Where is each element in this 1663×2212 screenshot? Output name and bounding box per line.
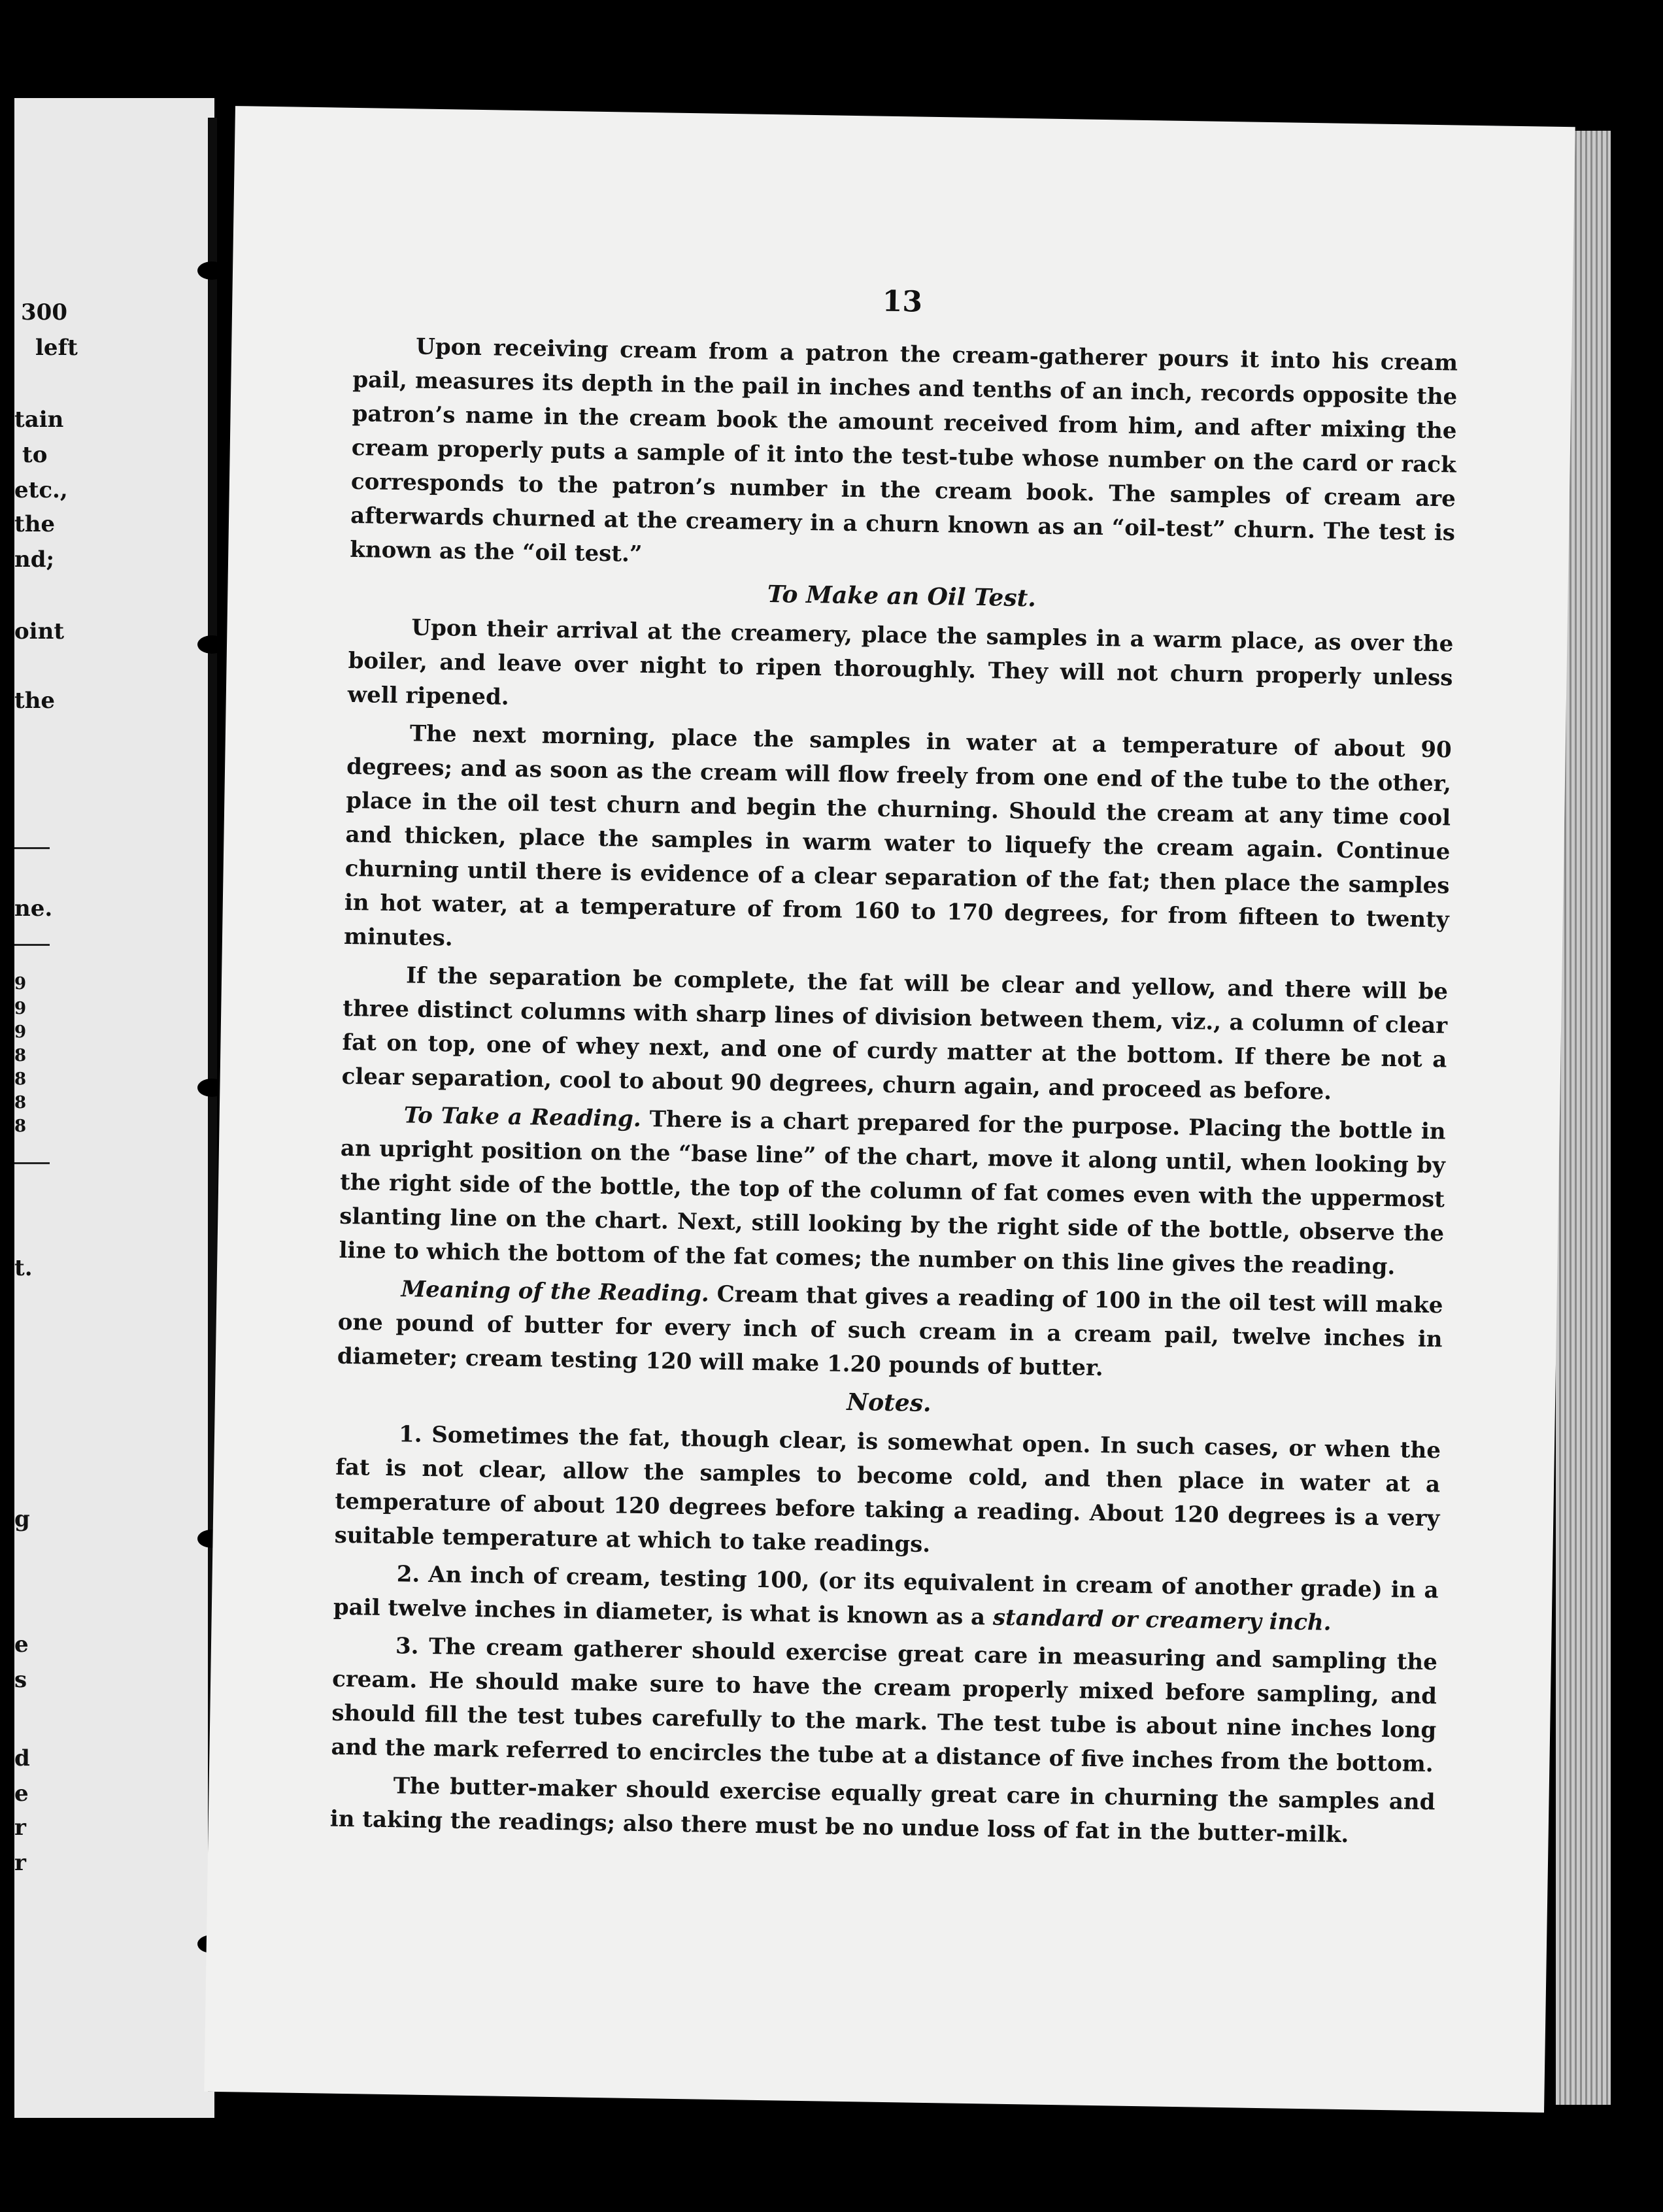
left-fragment: to [22,442,48,468]
paragraph-meaning-reading [337,1271,1443,1391]
paragraph-arrival: Upon their arrival at the creamery, place the samples in a warm place, as over the boiler, and leave over night to ripen thoroughly. They will not churn properly unless well ripened. [347,614,1454,711]
runin-take-reading: To Take a Reading. [403,1102,642,1133]
left-fragment: 9 [14,1022,27,1042]
left-fragment: the [14,511,56,537]
paragraph-separation: If the separation be complete, the fat will be clear and yellow, and there will be three distinct columns with sharp lines of division between them, viz., a column of clear fat on top, one of whey next, and one of curdy matter at the bottom. If there be not a clear separation, cool to about 90 degrees, churn again, and proceed as before. [341,962,1449,1105]
left-fragment: 8 [14,1116,27,1136]
left-fragment: t. [14,1255,33,1281]
left-fragment: 8 [14,1069,27,1089]
left-fragment: s [14,1667,27,1693]
left-fragment: nd; [14,546,55,573]
previous-page-edge [14,98,214,2118]
left-fragment: r [14,1850,26,1876]
left-fragment: g [14,1506,30,1532]
meaning-reading-text: Cream that gives a reading of 100 in the oil test will make one pound of butter for every inch of such cream in a cream pail, twelve inches in diameter; cream testing 120 will make 1.20 pounds of butter. [337,1281,1443,1382]
left-fragment: 8 [14,1093,27,1113]
left-fragment: etc., [14,477,68,503]
left-fragment: ne. [14,896,53,922]
note-3: 3. The cream gatherer should exercise great care in measuring and sampling the cream. He should make sure to have the cream properly mixed before sampling, and should fill the test tubes carefully to the mark. The test tube is about nine inches long and the mark referred to encircles the tube at a distance of five inches from the bottom. [331,1633,1438,1778]
binding-stitch [197,261,226,280]
page-text [329,329,1458,1857]
paragraph-churning: The next morning, place the samples in water at a temperature of about 90 degrees; and as soon as the cream will flow freely from one end of the tube to the other, place in the oil test churn and begin the churning. Should the cream at any time cool and thicken, place the samples in warm water to liquefy the cream again. Continue churning until there is evidence of a clear separation of the fat; then place the samples in hot water, at a temperature of from 160 to 170 degrees, for from fifteen to twenty minutes. [343,720,1453,952]
left-fragment: e [14,1632,29,1658]
left-fragment: 9 [14,999,27,1018]
take-reading-text: There is a chart prepared for the purpose. Placing the bottle in an upright position on the “base line” of the chart, move it along until, when looking by the right side of the bottle, the top of the column of fat comes even with the uppermost slanting line on the chart. Next, still looking by the right side of the bottle, observe the line to which the bottom of the fat comes; the number on this line gives the reading. [339,1106,1446,1281]
paragraph-cream-gathering: Upon receiving cream from a patron the cream-gatherer pours it into his cream pail, measures its depth in the pail in inches and tenths of an inch, records opposite the patron’s name in the cream book the amount received from him, and after mixing the cream properly puts a sample of it into the test-tube whose number on the card or rack corresponds to the patron’s number in the cream book. The samples of cream are afterwards churned at the creamery in a churn known as an “oil-test” churn. The test is known as the “oil test.” [350,333,1458,567]
book-page [204,106,1575,2113]
note-1: 1. Sometimes the fat, though clear, is somewhat open. In such cases, or when the fat is not clear, allow the samples to become cold, and then place in water at a temperature of about 120 degrees before taking a reading. About 120 degrees is a very suitable temperature at which to take readings. [334,1421,1441,1558]
left-fragment: r [14,1815,26,1841]
paragraph-butter-maker: The butter-maker should exercise equally great care in churning the samples and in taking the readings; also there must be no undue loss of fat in the butter-milk. [329,1773,1436,1849]
left-fragment: tain [14,407,64,433]
paragraph-take-reading [339,1098,1446,1285]
note-2-text: 2. An inch of cream, testing 100, (or its equivalent in cream of another grade) in a pail twelve inches in diameter, is what is known as a [333,1561,1439,1631]
left-fragment: left [35,335,78,361]
page-number: 13 [882,284,923,319]
note-2-term: standard or creamery inch. [992,1604,1332,1636]
left-fragment: oint [14,618,65,645]
left-divider [14,944,50,946]
left-divider [14,847,50,849]
left-fragment: 9 [14,974,27,994]
binding-stitch [197,635,226,654]
heading-oil-test: To Make an Oil Test. [767,580,1037,612]
left-fragment: 8 [14,1046,27,1065]
left-fragment: e [14,1781,29,1807]
left-fragment: d [14,1745,30,1771]
left-fragment: 300 [21,299,67,326]
left-divider [14,1162,50,1164]
runin-meaning-reading: Meaning of the Reading. [401,1276,710,1307]
note-2 [333,1556,1439,1642]
heading-notes: Notes. [846,1388,932,1418]
left-fragment: the [14,688,56,714]
